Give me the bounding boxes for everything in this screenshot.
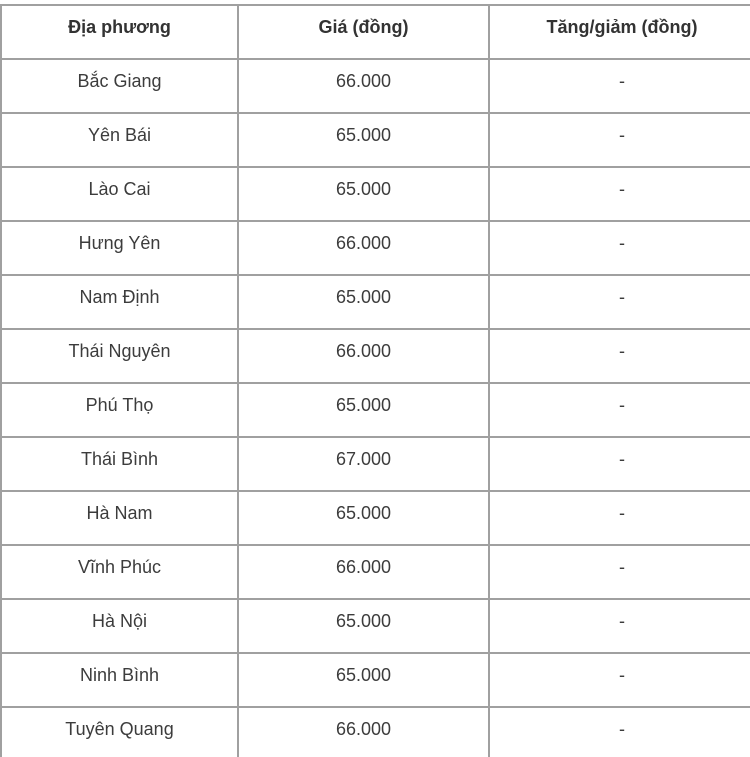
- price-cell: 65.000: [238, 113, 489, 167]
- change-cell: -: [489, 383, 750, 437]
- price-cell: 66.000: [238, 221, 489, 275]
- province-price-table: [0, 4, 750, 757]
- column-header-locality: Địa phương: [1, 5, 238, 59]
- province-cell: Hưng Yên: [1, 221, 238, 275]
- table-row: [1, 329, 750, 383]
- column-header-change: Tăng/giảm (đồng): [489, 5, 750, 59]
- table-row: [1, 275, 750, 329]
- change-cell: -: [489, 275, 750, 329]
- table-row: [1, 707, 750, 757]
- table-row: [1, 437, 750, 491]
- province-cell: Hà Nam: [1, 491, 238, 545]
- province-cell: Yên Bái: [1, 113, 238, 167]
- price-cell: 65.000: [238, 653, 489, 707]
- price-cell: 65.000: [238, 491, 489, 545]
- province-cell: Tuyên Quang: [1, 707, 238, 757]
- header-row: [1, 5, 750, 59]
- price-cell: 66.000: [238, 329, 489, 383]
- change-cell: -: [489, 545, 750, 599]
- table-row: [1, 59, 750, 113]
- province-cell: Nam Định: [1, 275, 238, 329]
- price-cell: 66.000: [238, 59, 489, 113]
- price-cell: 66.000: [238, 545, 489, 599]
- table-row: [1, 167, 750, 221]
- change-cell: -: [489, 437, 750, 491]
- table-row: [1, 383, 750, 437]
- price-cell: 65.000: [238, 383, 489, 437]
- province-cell: Thái Nguyên: [1, 329, 238, 383]
- change-cell: -: [489, 113, 750, 167]
- table-row: [1, 653, 750, 707]
- table-header: [1, 5, 750, 59]
- province-cell: Phú Thọ: [1, 383, 238, 437]
- change-cell: -: [489, 599, 750, 653]
- province-cell: Hà Nội: [1, 599, 238, 653]
- change-cell: -: [489, 221, 750, 275]
- change-cell: -: [489, 653, 750, 707]
- table-row: [1, 113, 750, 167]
- change-cell: -: [489, 59, 750, 113]
- change-cell: -: [489, 707, 750, 757]
- table-row: [1, 545, 750, 599]
- price-cell: 66.000: [238, 707, 489, 757]
- table-body: [1, 59, 750, 757]
- change-cell: -: [489, 491, 750, 545]
- table-row: [1, 599, 750, 653]
- province-cell: Bắc Giang: [1, 59, 238, 113]
- province-cell: Ninh Bình: [1, 653, 238, 707]
- province-cell: Thái Bình: [1, 437, 238, 491]
- table-row: [1, 491, 750, 545]
- price-cell: 67.000: [238, 437, 489, 491]
- change-cell: -: [489, 329, 750, 383]
- table-row: [1, 221, 750, 275]
- price-cell: 65.000: [238, 167, 489, 221]
- price-cell: 65.000: [238, 599, 489, 653]
- province-cell: Vĩnh Phúc: [1, 545, 238, 599]
- column-header-price: Giá (đồng): [238, 5, 489, 59]
- change-cell: -: [489, 167, 750, 221]
- price-cell: 65.000: [238, 275, 489, 329]
- province-cell: Lào Cai: [1, 167, 238, 221]
